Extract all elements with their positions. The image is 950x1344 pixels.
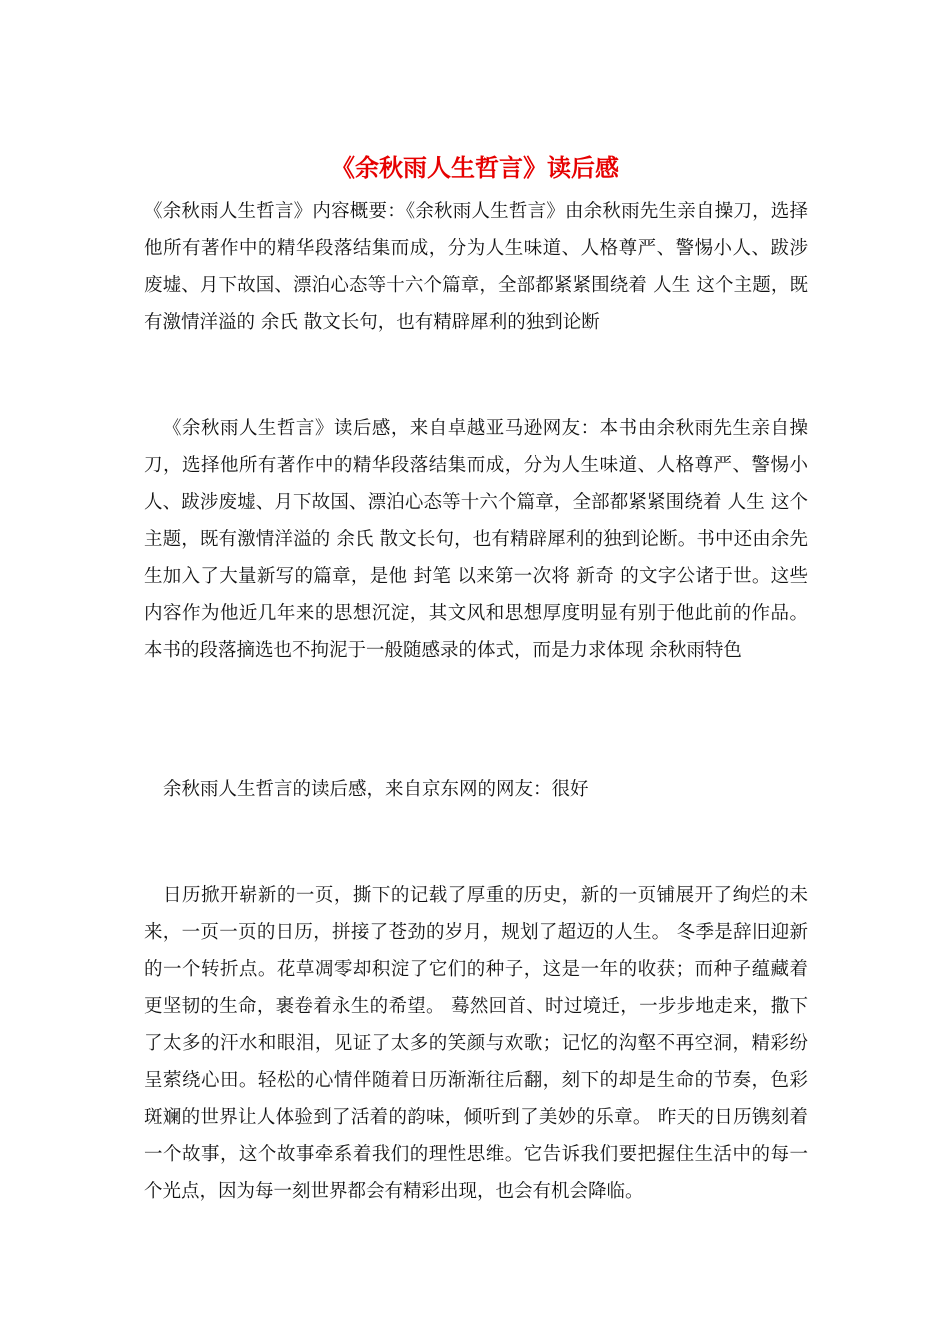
paragraph-amazon-review: 《余秋雨人生哲言》读后感，来自卓越亚马逊网友：本书由余秋雨先生亲自操刀，选择他所有著作中的精华段落结集而成，分为人生味道、人格尊严、警惕小人、跋涉废墟、月下故国、漂泊心态等十六个篇章，全部都紧紧围绕着 人生 这个主题，既有激情洋溢的 余氏 散文长句，也有精辟犀利的独到论断。书中还由余先生加入了大量新写的篇章，是他 封笔 以来第一次将 新奇 的文字公诸于世。这些内容作为他近几年来的思想沉淀，其文风和思想厚度明显有别于他此前的作品。本书的段落摘选也不拘泥于一般随感录的体式，而是力求体现 余秋雨特色 bbox=[144, 418, 808, 661]
paragraph-jd-review: 余秋雨人生哲言的读后感，来自京东网的网友：很好 bbox=[163, 779, 589, 800]
document-title: 《余秋雨人生哲言》读后感 bbox=[331, 153, 619, 182]
paragraph-summary: 《余秋雨人生哲言》内容概要：《余秋雨人生哲言》由余秋雨先生亲自操刀，选择他所有著作中的精华段落结集而成，分为人生味道、人格尊严、警惕小人、跋涉废墟、月下故国、漂泊心态等十六个篇章，全部都紧紧围绕着 人生 这个主题，既有激情洋溢的 余氏 散文长句，也有精辟犀利的独到论断 bbox=[144, 201, 808, 333]
paragraph-calendar-essay: 日历掀开崭新的一页，撕下的记载了厚重的历史，新的一页铺展开了绚烂的未来，一页一页的日历，拼接了苍劲的岁月，规划了超迈的人生。 冬季是辞旧迎新的一个转折点。花草凋零却积淀了它们的种子，这是一年的收获；而种子蕴藏着更坚韧的生命，裹卷着永生的希望。 蓦然回首、时过境迁，一步步地走来，撒下了太多的汗水和眼泪，见证了太多的笑颜与欢歌；记忆的沟壑不再空洞，精彩纷呈萦绕心田。轻松的心情伴随着日历渐渐往后翻，刻下的却是生命的节奏，色彩斑斓的世界让人体验到了活着的韵味，倾听到了美妙的乐章。 昨天的日历镌刻着一个故事，这个故事牵系着我们的理性思维。它告诉我们要把握住生活中的每一个光点，因为每一刻世界都会有精彩出现，也会有机会降临。 bbox=[144, 885, 808, 1202]
